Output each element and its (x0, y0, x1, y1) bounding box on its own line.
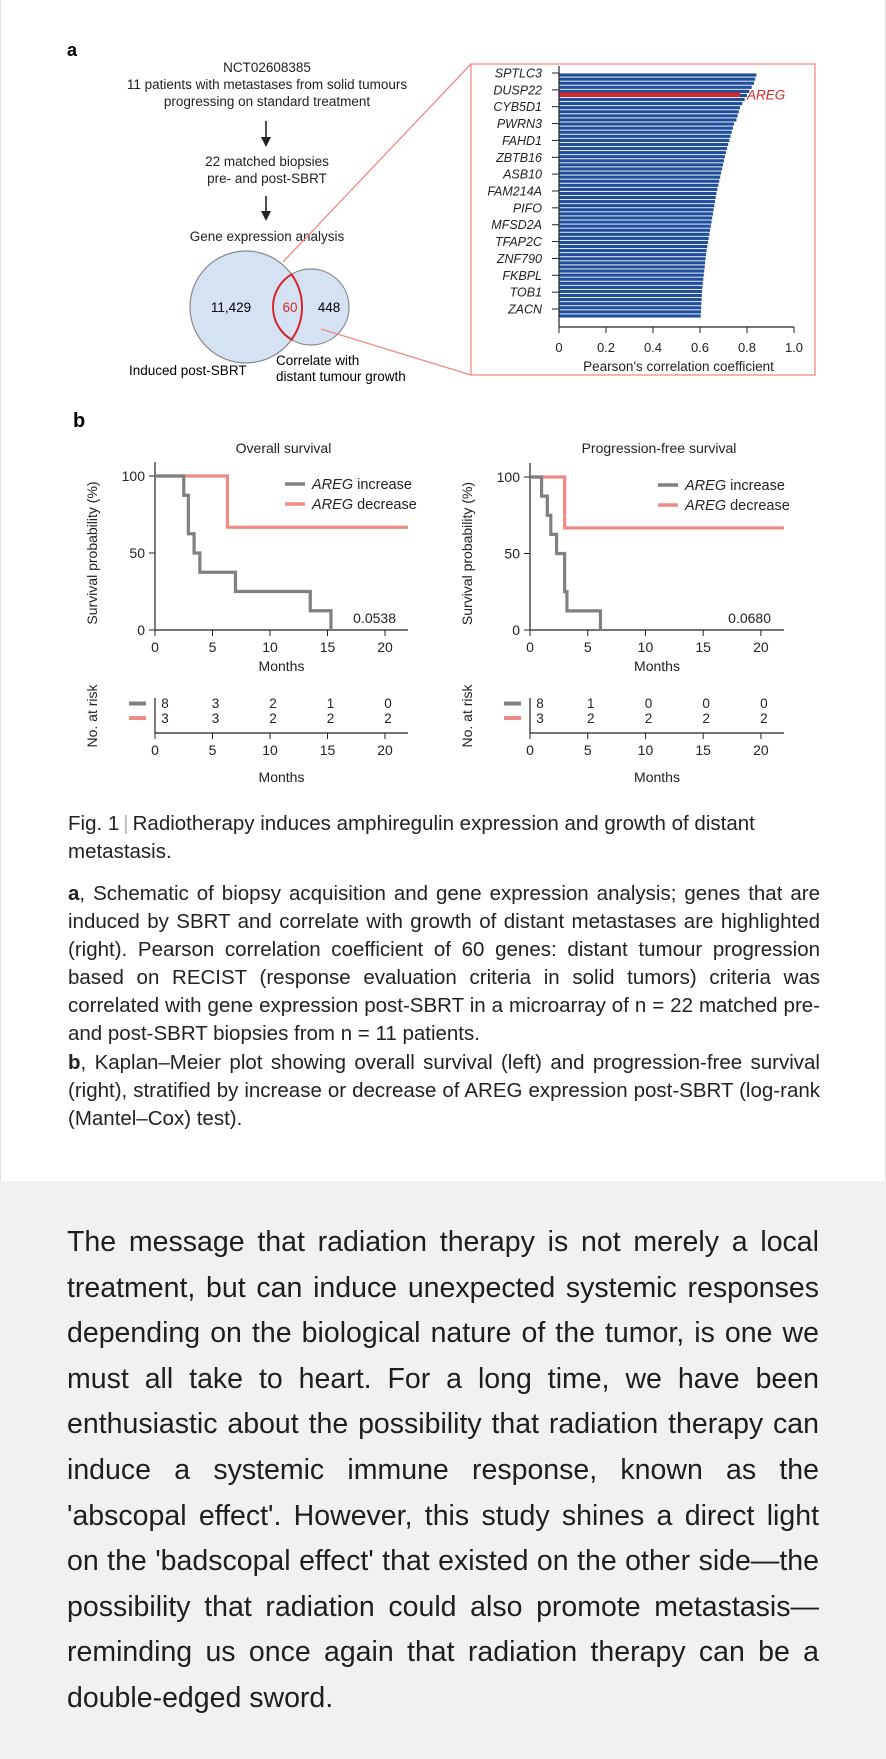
correlation-bar (559, 278, 703, 281)
km-x-tick-label: 15 (319, 639, 336, 655)
correlation-bar (559, 216, 712, 219)
km-y-tick-label: 0 (137, 622, 145, 638)
gene-label: PIFO (512, 201, 542, 216)
areg-highlight-label: AREG (746, 87, 786, 103)
fig-label: Fig. 1 (68, 812, 120, 835)
risk-x-axis-label: Months (258, 769, 305, 785)
risk-decrease-count: 2 (586, 711, 595, 726)
correlation-bar (559, 229, 710, 232)
caption-panel-a (68, 880, 820, 1048)
risk-x-tick-label: 0 (151, 742, 159, 758)
correlation-bar (559, 102, 742, 105)
risk-x-axis-label: Months (634, 769, 680, 785)
bar-x-tick-label: 0.4 (643, 340, 663, 355)
panel-a-label: a (67, 40, 78, 60)
caption-b-label: b (68, 1051, 81, 1074)
risk-label: No. at risk (459, 684, 475, 748)
correlation-bar (559, 302, 701, 305)
km-overall-survival (84, 440, 417, 785)
correlation-bar (559, 245, 707, 248)
gene-label: TOB1 (509, 285, 542, 300)
risk-increase-count: 8 (161, 696, 169, 711)
risk-x-tick-label: 20 (753, 742, 769, 758)
risk-x-tick-label: 5 (583, 742, 592, 758)
correlation-bar (559, 306, 701, 309)
correlation-bar (559, 143, 728, 146)
risk-increase-count: 0 (384, 696, 392, 711)
km-legend-label: AREG decrease (312, 497, 417, 513)
correlation-bar (559, 269, 704, 272)
km-y-tick-label: 0 (512, 622, 520, 638)
km-legend-label: AREG increase (685, 478, 785, 494)
correlation-bar (559, 286, 702, 289)
commentary-paragraph: The message that radiation therapy is not merely a local treatment, but can induce unexpected systemic responses depending on the biological nature of the tumor, is one we must all take to heart. For a long time, we have been enthusiastic about the possibility that radiation therapy can induce a systemic immune response, known as the 'abscopal effect'. However, this study shines a direct light on the 'badscopal effect' that existed on the other side—the possibility that radiation could also promote metastasis—reminding us once again that radiation therapy can be a double-edged sword. (67, 1226, 819, 1714)
correlation-bar (559, 135, 731, 138)
venn-left-count: 11,429 (210, 300, 252, 315)
correlation-bar (559, 208, 714, 211)
bar-x-tick-label: 0.8 (737, 340, 757, 355)
risk-increase-count: 2 (269, 696, 277, 711)
km-x-tick-label: 0 (526, 639, 534, 655)
correlation-bar (559, 188, 717, 191)
km-x-axis-label: Months (258, 658, 305, 674)
km-x-axis-label: Months (634, 658, 680, 674)
caption-b-text: , Kaplan–Meier plot showing overall survival (left) and progression-free survival (right), stratified by increase or decrease of AREG expression post-SBRT (log-rank (Mantel–Cox) test). (68, 1051, 820, 1130)
correlation-bar (559, 310, 701, 313)
venn-right-count: 448 (317, 300, 341, 315)
gene-label: DUSP22 (493, 83, 542, 98)
correlation-bar (559, 147, 727, 150)
areg-highlight-bar (559, 92, 740, 97)
correlation-bar-chart (487, 66, 803, 374)
correlation-bar (559, 204, 714, 207)
flow-biopsies: 22 matched biopsies (205, 154, 329, 169)
km-curve (155, 476, 331, 630)
correlation-bar (559, 196, 716, 199)
km-x-tick-label: 20 (753, 639, 769, 655)
km-y-tick-label: 100 (496, 469, 520, 485)
risk-increase-count: 0 (760, 696, 768, 711)
venn-overlap-count: 60 (282, 300, 298, 315)
risk-decrease-count: 3 (161, 711, 169, 726)
correlation-bar (559, 171, 721, 174)
correlation-bar (559, 114, 738, 117)
risk-x-tick-label: 5 (208, 742, 217, 758)
correlation-bar (559, 176, 720, 179)
correlation-bar (559, 253, 706, 256)
km-x-tick-label: 5 (208, 639, 217, 655)
venn-right-label-2: distant tumour growth (276, 369, 406, 384)
km-p-value: 0.0680 (728, 610, 771, 626)
risk-x-tick-label: 10 (637, 742, 654, 758)
risk-decrease-count: 2 (760, 711, 768, 726)
figure-graphic (1, 0, 885, 800)
gene-label: FAHD1 (501, 133, 542, 148)
correlation-bar (559, 200, 715, 203)
correlation-bar (559, 155, 725, 158)
correlation-bar (559, 131, 732, 134)
km-y-tick-label: 50 (129, 545, 145, 561)
panel-b-label: b (73, 410, 86, 432)
bar-x-tick-label: 0 (555, 340, 563, 355)
bar-x-tick-label: 0.2 (596, 340, 616, 355)
gene-label: ZBTB16 (496, 150, 542, 165)
km-x-tick-label: 10 (637, 639, 654, 655)
km-progression-free (459, 440, 790, 785)
correlation-bar (559, 282, 703, 285)
risk-increase-count: 1 (586, 696, 595, 711)
correlation-bar (559, 261, 705, 264)
caption-panel-b (68, 1049, 820, 1133)
gene-label: ZACN (507, 302, 542, 317)
km-x-tick-label: 10 (262, 639, 278, 655)
risk-decrease-count: 2 (269, 711, 277, 726)
risk-decrease-count: 3 (211, 711, 220, 726)
correlation-bar (559, 127, 733, 130)
risk-increase-count: 8 (536, 696, 544, 711)
correlation-bar (559, 73, 756, 76)
risk-decrease-count: 3 (536, 711, 544, 726)
correlation-bar (559, 274, 704, 277)
bar-x-tick-label: 0.6 (690, 340, 710, 355)
correlation-bar (559, 159, 724, 162)
gene-label: MFSD2A (491, 218, 542, 233)
risk-decrease-count: 2 (384, 711, 392, 726)
gene-label: ZNF790 (496, 251, 542, 266)
bar-x-axis-label: Pearson's correlation coefficient (583, 359, 774, 374)
fig-title: Radiotherapy induces amphiregulin expression and growth of distant metastasis. (68, 812, 755, 863)
risk-label: No. at risk (84, 684, 100, 748)
risk-increase-count: 0 (702, 696, 710, 711)
correlation-bar (559, 298, 702, 301)
correlation-bar (559, 151, 726, 154)
correlation-bar (559, 294, 702, 297)
correlation-bar (559, 167, 722, 170)
risk-increase-count: 0 (644, 696, 653, 711)
fig-separator: | (123, 812, 129, 835)
caption-a-label: a (68, 882, 80, 905)
km-p-value: 0.0538 (353, 610, 396, 626)
risk-increase-count: 3 (211, 696, 220, 711)
correlation-bar (559, 237, 709, 240)
correlation-bar (559, 98, 745, 101)
risk-decrease-count: 2 (702, 711, 710, 726)
correlation-bar (559, 78, 755, 81)
correlation-bar (559, 241, 708, 244)
km-legend-label: AREG decrease (685, 498, 790, 514)
flow-trial-id: NCT02608385 (223, 60, 311, 75)
gene-label: ASB10 (503, 167, 542, 182)
correlation-bar (559, 257, 706, 260)
correlation-bar (559, 265, 705, 268)
correlation-bar (559, 212, 713, 215)
km-x-tick-label: 0 (151, 639, 159, 655)
bar-x-tick-label: 1.0 (784, 340, 804, 355)
flow-progressing: progressing on standard treatment (163, 94, 371, 109)
km-legend-label: AREG increase (312, 477, 412, 493)
figure-caption-title (68, 810, 820, 866)
risk-x-tick-label: 15 (695, 742, 711, 758)
km-y-tick-label: 100 (121, 468, 145, 484)
risk-decrease-count: 2 (644, 711, 653, 726)
km-y-axis-label: Survival probability (%) (459, 481, 475, 626)
gene-label: FKBPL (502, 268, 542, 283)
gene-label: TFAP2C (495, 235, 542, 250)
correlation-bar (559, 290, 702, 293)
correlation-bar (559, 249, 707, 252)
gene-label: FAM214A (487, 184, 542, 199)
flow-pre-post: pre- and post-SBRT (207, 171, 327, 186)
correlation-bar (559, 180, 719, 183)
correlation-bar (559, 225, 711, 228)
risk-x-tick-label: 20 (377, 742, 393, 758)
caption-a-text: , Schematic of biopsy acquisition and gene expression analysis; genes that are induced by SBRT and correlate with growth of distant metastases are highlighted (right). Pearson correlation coefficient of 60 genes: distant tumour progression based on RECIST (response evaluation criteria in solid tumors) criteria was correlated with gene expression post-SBRT in a microarray of n = 22 matched pre- and post-SBRT biopsies from n = 11 patients. (68, 882, 820, 1045)
venn-right-label-1: Correlate with (276, 353, 360, 368)
correlation-bar (559, 122, 734, 125)
gene-label: PWRN3 (496, 117, 542, 132)
gene-label: CYB5D1 (493, 100, 542, 115)
risk-x-tick-label: 0 (526, 742, 534, 758)
correlation-bar (559, 314, 701, 317)
km-title: Progression-free survival (581, 440, 737, 456)
correlation-bar (559, 118, 736, 121)
risk-x-tick-label: 15 (319, 742, 336, 758)
km-y-tick-label: 50 (504, 545, 520, 562)
risk-x-tick-label: 10 (262, 742, 278, 758)
venn-left-label: Induced post-SBRT (129, 363, 247, 378)
correlation-bar (559, 139, 729, 142)
correlation-bar (559, 184, 718, 187)
correlation-bar (559, 82, 754, 85)
correlation-bar (559, 233, 709, 236)
risk-increase-count: 1 (326, 696, 335, 711)
correlation-bar (559, 192, 716, 195)
correlation-bar (559, 163, 723, 166)
correlation-bar (559, 220, 712, 223)
flow-patients: 11 patients with metastases from solid tumours (126, 77, 408, 92)
km-x-tick-label: 15 (695, 639, 711, 655)
km-x-tick-label: 20 (377, 639, 393, 655)
correlation-bar (559, 106, 740, 109)
km-title: Overall survival (235, 440, 332, 456)
km-x-tick-label: 5 (583, 639, 592, 655)
km-y-axis-label: Survival probability (%) (84, 481, 100, 625)
risk-decrease-count: 2 (326, 711, 335, 726)
flow-gene-expression: Gene expression analysis (189, 229, 345, 244)
correlation-bar (559, 110, 739, 113)
gene-label: SPTLC3 (494, 66, 542, 81)
correlation-bar (559, 86, 752, 89)
